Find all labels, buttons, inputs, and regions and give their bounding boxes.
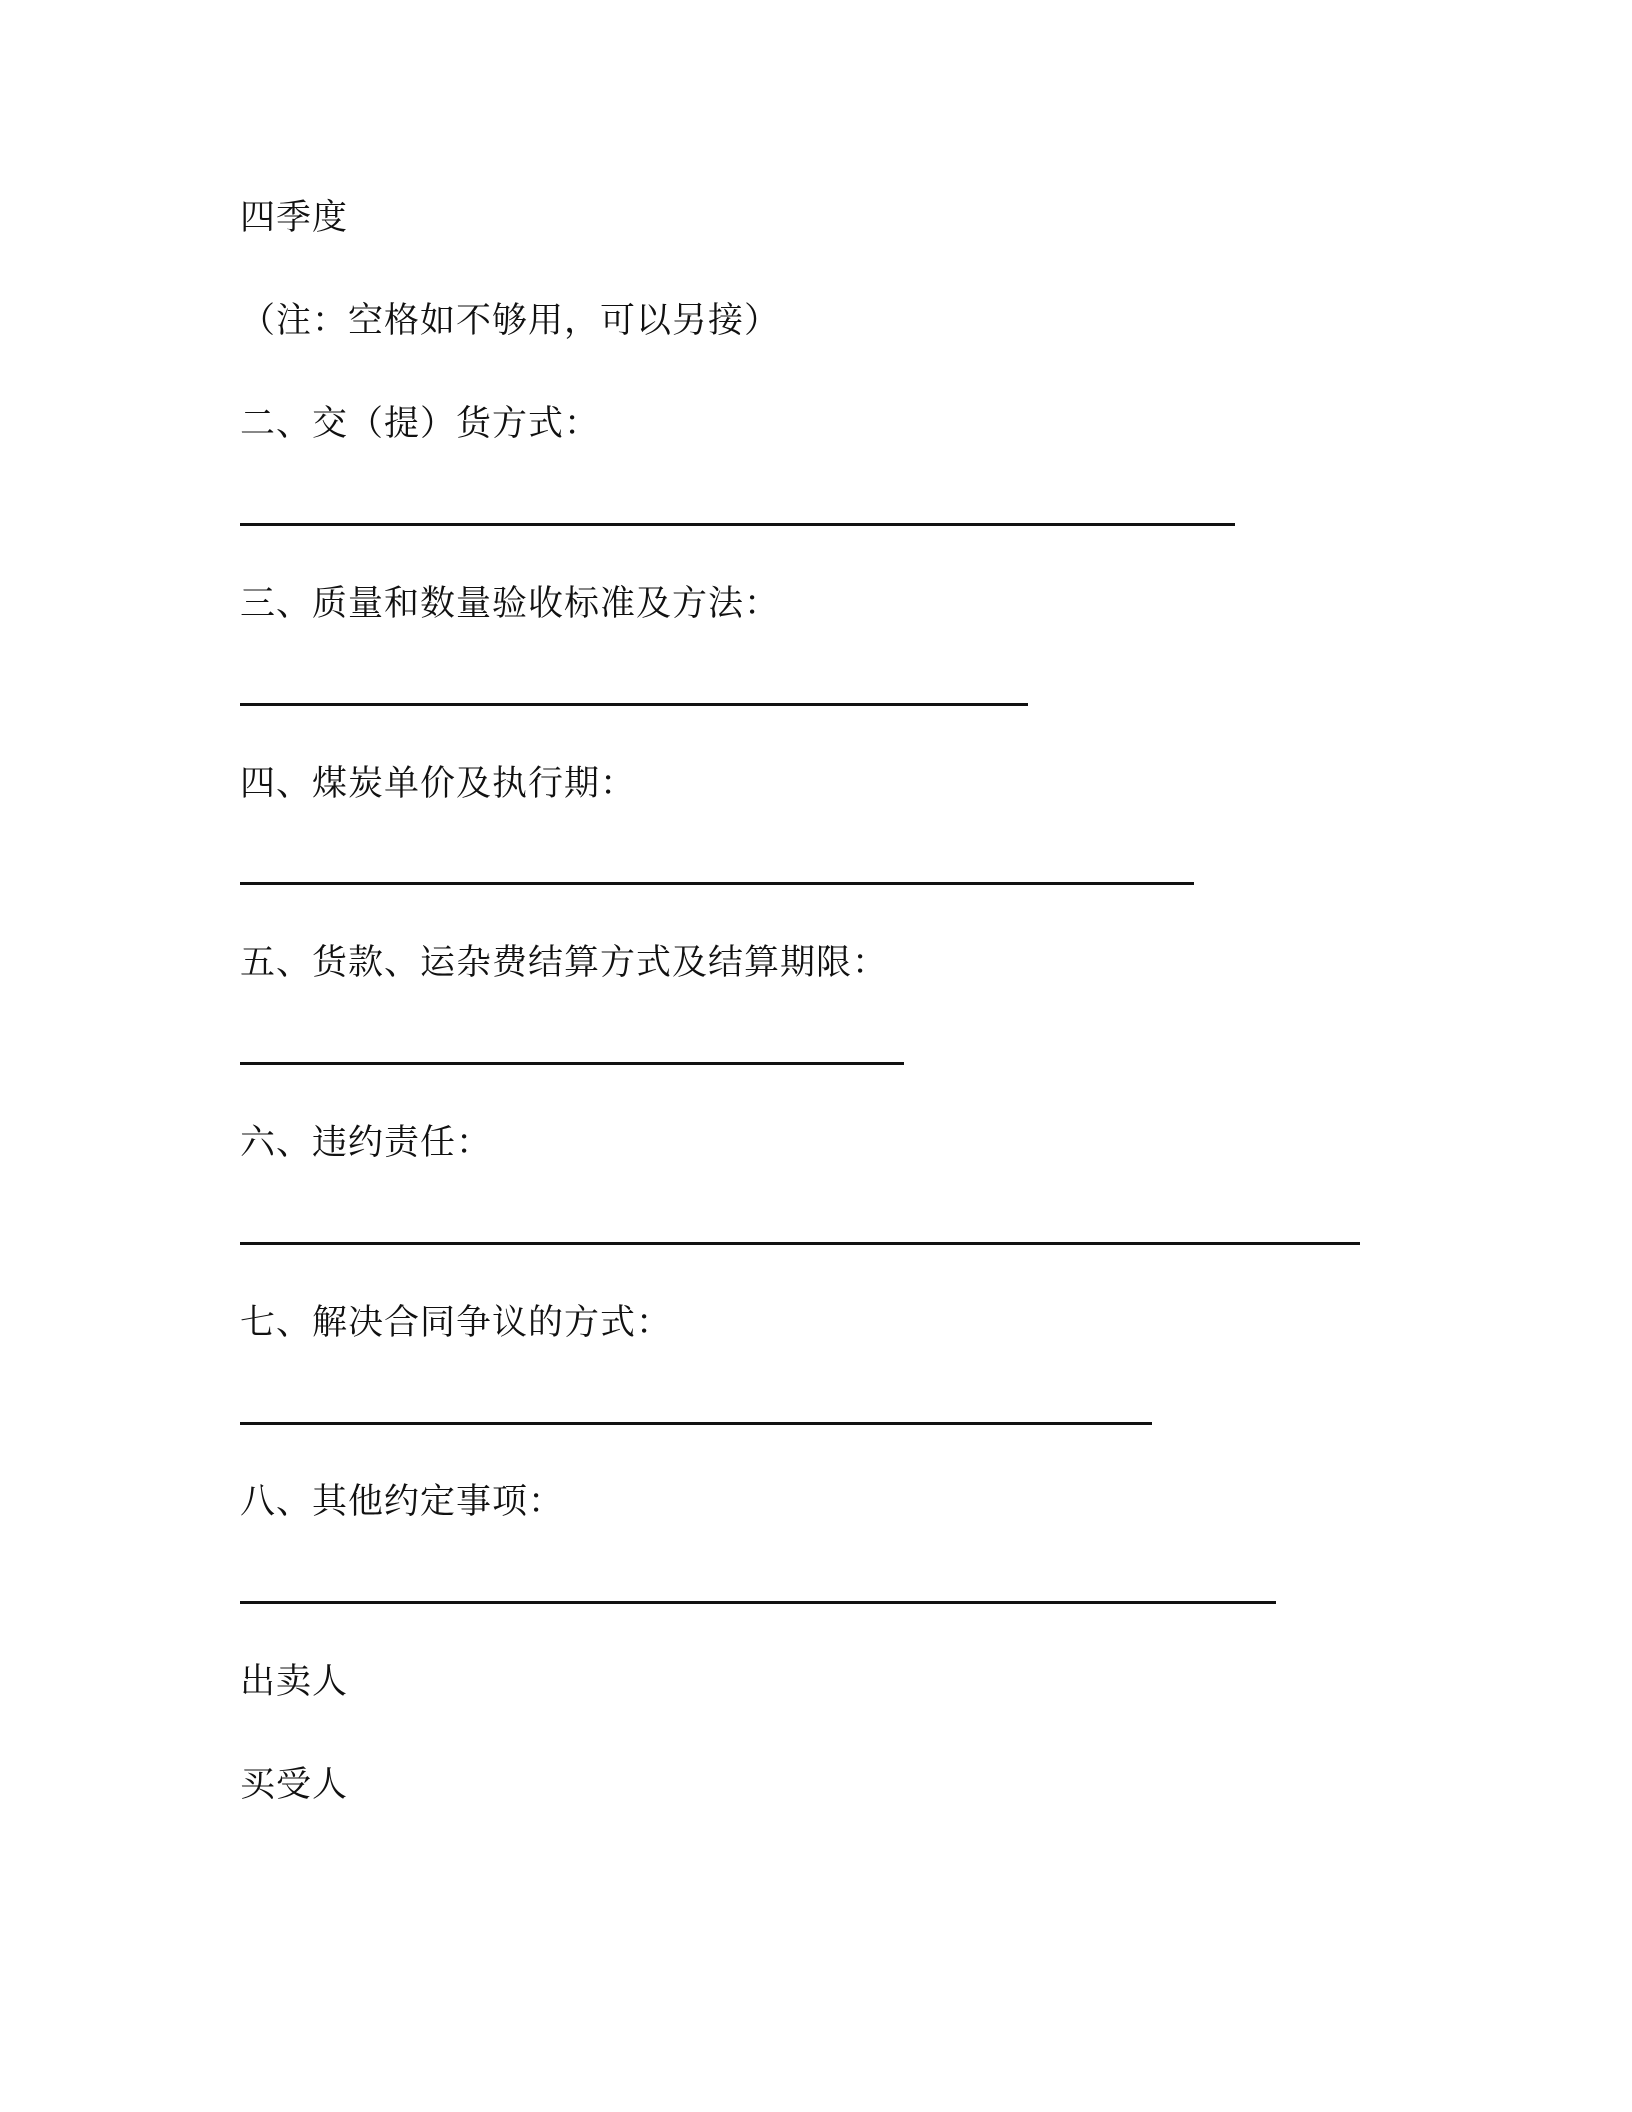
seller-label: 出卖人 [240, 1662, 349, 1702]
quarter-label: 四季度 [240, 198, 349, 238]
blank-line-other[interactable] [240, 1601, 1276, 1604]
blank-line-quality[interactable] [240, 703, 1028, 706]
blank-line-payment[interactable] [240, 1062, 904, 1065]
section-heading-other: 八、其他约定事项： [240, 1482, 565, 1522]
buyer-label: 买受人 [240, 1765, 349, 1805]
section-heading-liability: 六、违约责任： [240, 1123, 493, 1163]
blank-line-delivery[interactable] [240, 523, 1235, 526]
section-heading-delivery: 二、交（提）货方式： [240, 404, 601, 444]
section-heading-price: 四、煤炭单价及执行期： [240, 764, 637, 804]
section-heading-dispute: 七、解决合同争议的方式： [240, 1303, 673, 1343]
section-heading-payment: 五、货款、运杂费结算方式及结算期限： [240, 943, 889, 983]
blank-line-liability[interactable] [240, 1242, 1360, 1245]
blank-line-price[interactable] [240, 882, 1194, 885]
section-heading-quality: 三、质量和数量验收标准及方法： [240, 584, 781, 624]
note-text: （注：空格如不够用，可以另接） [240, 301, 781, 341]
blank-line-dispute[interactable] [240, 1422, 1152, 1425]
